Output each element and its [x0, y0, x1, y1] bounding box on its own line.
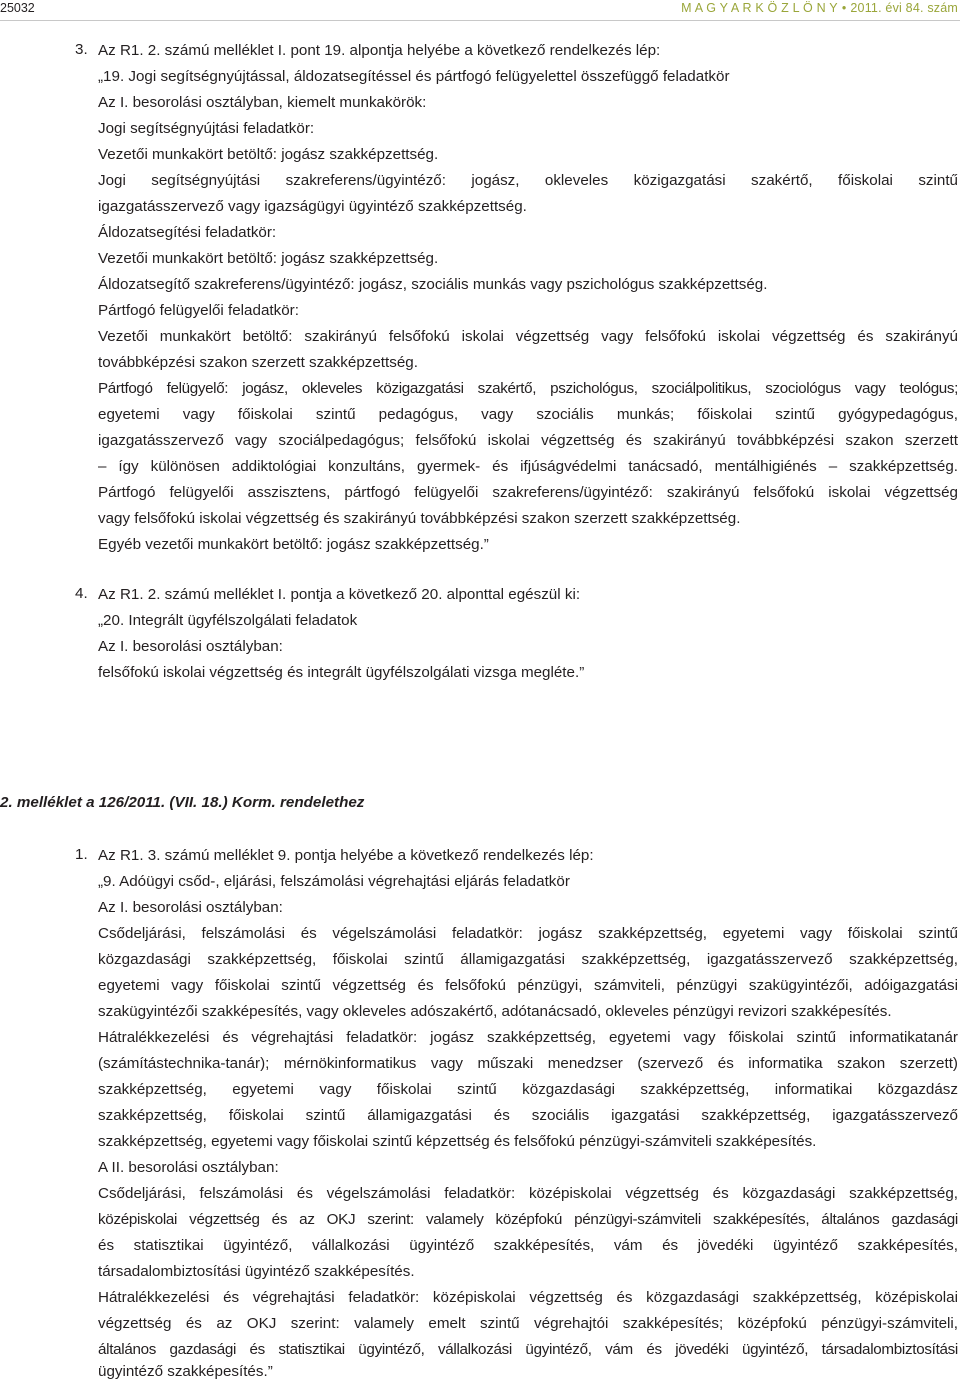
text-line: Pártfogó felügyelői feladatkör: [98, 302, 299, 319]
text-line: „9. Adóügyi csőd-, eljárási, felszámolási végrehajtási eljárás feladatkör [98, 873, 570, 890]
item-number: 4. [75, 585, 88, 602]
annex-title: 2. melléklet a 126/2011. (VII. 18.) Korm. rendelethez [0, 794, 365, 811]
issue-label: 2011. évi 84. szám [850, 1, 958, 15]
text-line: Jogi segítségnyújtási szakreferens/ügyintéző: jogász, okleveles közigazgatási szakértő, főiskolai szintű [98, 172, 958, 189]
text-line: vagy felsőfokú iskolai végzettség és szakirányú továbbképzési szakon szerzett szakképzettség. [98, 510, 741, 527]
text-line: általános gazdasági és statisztikai ügyintéző, vállalkozási ügyintéző, vám és jövedéki ügyintéző, társadalombiztosítási [98, 1341, 958, 1358]
text-line: közgazdasági szakképzettség, főiskolai szintű államigazgatási szakképzettség, igazgatásszervező szakképzettség, [98, 951, 958, 968]
text-line: Az I. besorolási osztályban: [98, 899, 283, 916]
text-line: Vezetői munkakört betöltő: szakirányú felsőfokú iskolai végzettség vagy felsőfokú iskolai végzettség és szakirányú [98, 328, 958, 345]
text-line: „19. Jogi segítségnyújtással, áldozatsegítéssel és pártfogó felügyelettel összefüggő feladatkör [98, 68, 730, 85]
text-line: – így különösen addiktológiai konzultáns, gyermek- és ifjúságvédelmi tanácsadó, mentálhigiénés – szakképzettség. [98, 458, 958, 475]
text-line: Jogi segítségnyújtási feladatkör: [98, 120, 315, 137]
text-line: végzettség és az OKJ szerint: valamely emelt szintű végrehajtói szakképesítés; középfokú pénzügyi-számviteli, [98, 1315, 958, 1332]
text-line: Pártfogó felügyelő: jogász, okleveles közigazgatási szakértő, pszichológus, szociálpolitikus, szociológus vagy teológus; [98, 380, 958, 397]
page-header [0, 0, 958, 16]
text-line: szakképzettség, egyetemi vagy főiskolai szintű közgazdasági szakképzettség, informatikai közgazdász [98, 1081, 958, 1098]
text-line: egyetemi vagy főiskolai szintű végzettség és felsőfokú pénzügyi, számviteli, pénzügyi szakügyintézői, adóigazgatási [98, 977, 958, 994]
text-line: társadalombiztosítási ügyintéző szakképesítés. [98, 1263, 415, 1280]
text-line: szakügyintézői szakképesítés, vagy okleveles adószakértő, adótanácsadó, okleveles pénzügyi revizori szakképesítés. [98, 1003, 892, 1020]
journal-name: M A G Y A R K Ö Z L Ö N Y [681, 1, 838, 15]
text-line: Hátralékkezelési és végrehajtási feladatkör: középiskolai végzettség és közgazdasági szakképzettség, középiskolai [98, 1289, 958, 1306]
text-line: A II. besorolási osztályban: [98, 1159, 279, 1176]
text-line: Az I. besorolási osztályban, kiemelt munkakörök: [98, 94, 427, 111]
text-line: Hátralékkezelési és végrehajtási feladatkör: jogász szakképzettség, egyetemi vagy főiskolai szintű informatikatanár [98, 1029, 958, 1046]
text-line: felsőfokú iskolai végzettség és integrált ügyfélszolgálati vizsga megléte.” [98, 664, 585, 681]
text-line: igazgatásszervező vagy szociálpedagógus; felsőfokú iskolai végzettség és szakirányú továbbképzési szakon szerzett [98, 432, 958, 449]
text-line: Egyéb vezetői munkakört betöltő: jogász szakképzettség.” [98, 536, 489, 553]
running-head [681, 0, 958, 16]
item-text: Az R1. 2. számú melléklet I. pont 19. alpontja helyébe a következő rendelkezés lép: [98, 42, 661, 59]
text-line: Csődeljárási, felszámolási és végelszámolási feladatkör: középiskolai végzettség és közgazdasági szakképzettség, [98, 1185, 958, 1202]
text-line: (számítástechnika-tanár); mérnökinformatikus vagy műszaki menedzser (szervező és informatika szakon szerzett) [98, 1055, 958, 1072]
text-line: egyetemi vagy főiskolai szintű pedagógus, vagy szociális munkás; főiskolai szintű gyógypedagógus, [98, 406, 958, 423]
text-line: Az I. besorolási osztályban: [98, 638, 283, 655]
text-line: szakképzettség, egyetemi vagy főiskolai szintű képzettség és felsőfokú pénzügyi-számviteli szakképesítés. [98, 1133, 817, 1150]
text-line: Vezetői munkakört betöltő: jogász szakképzettség. [98, 146, 439, 163]
text-line: Áldozatsegítő szakreferens/ügyintéző: jogász, szociális munkás vagy pszichológus szakképzettség. [98, 276, 768, 293]
text-line: Pártfogó felügyelői asszisztens, pártfogó felügyelői szakreferens/ügyintéző: szakirányú felsőfokú iskolai végzettség [98, 484, 958, 501]
text-line: középiskolai végzettség és az OKJ szerint: valamely középfokú pénzügyi-számviteli szakképesítés, általános gazdasági [98, 1211, 958, 1228]
text-line: Csődeljárási, felszámolási és végelszámolási feladatkör: jogász szakképzettség, egyetemi vagy főiskolai szintű [98, 925, 958, 942]
text-line: és statisztikai ügyintéző, vállalkozási ügyintéző szakképesítés, vám és jövedéki ügyintéző szakképesítés, [98, 1237, 958, 1254]
item-text: Az R1. 3. számú melléklet 9. pontja helyébe a következő rendelkezés lép: [98, 847, 594, 864]
text-line: igazgatásszervező vagy igazságügyi ügyintéző szakképzettség. [98, 198, 527, 215]
text-line: Vezetői munkakört betöltő: jogász szakképzettség. [98, 250, 439, 267]
text-line: ügyintéző szakképesítés.” [98, 1363, 273, 1380]
header-rule [0, 20, 960, 21]
item-number: 3. [75, 41, 88, 58]
text-line: szakképzettség, főiskolai szintű államigazgatási és szociális igazgatási szakképzettség, igazgatásszervező [98, 1107, 958, 1124]
text-line: továbbképzési szakon szerzett szakképzettség. [98, 354, 418, 371]
item-number: 1. [75, 846, 88, 863]
text-line: „20. Integrált ügyfélszolgálati feladatok [98, 612, 358, 629]
bullet-separator: • [841, 1, 847, 15]
page-number: 25032 [0, 1, 35, 15]
text-line: Áldozatsegítési feladatkör: [98, 224, 277, 241]
item-text: Az R1. 2. számú melléklet I. pontja a következő 20. alponttal egészül ki: [98, 586, 581, 603]
